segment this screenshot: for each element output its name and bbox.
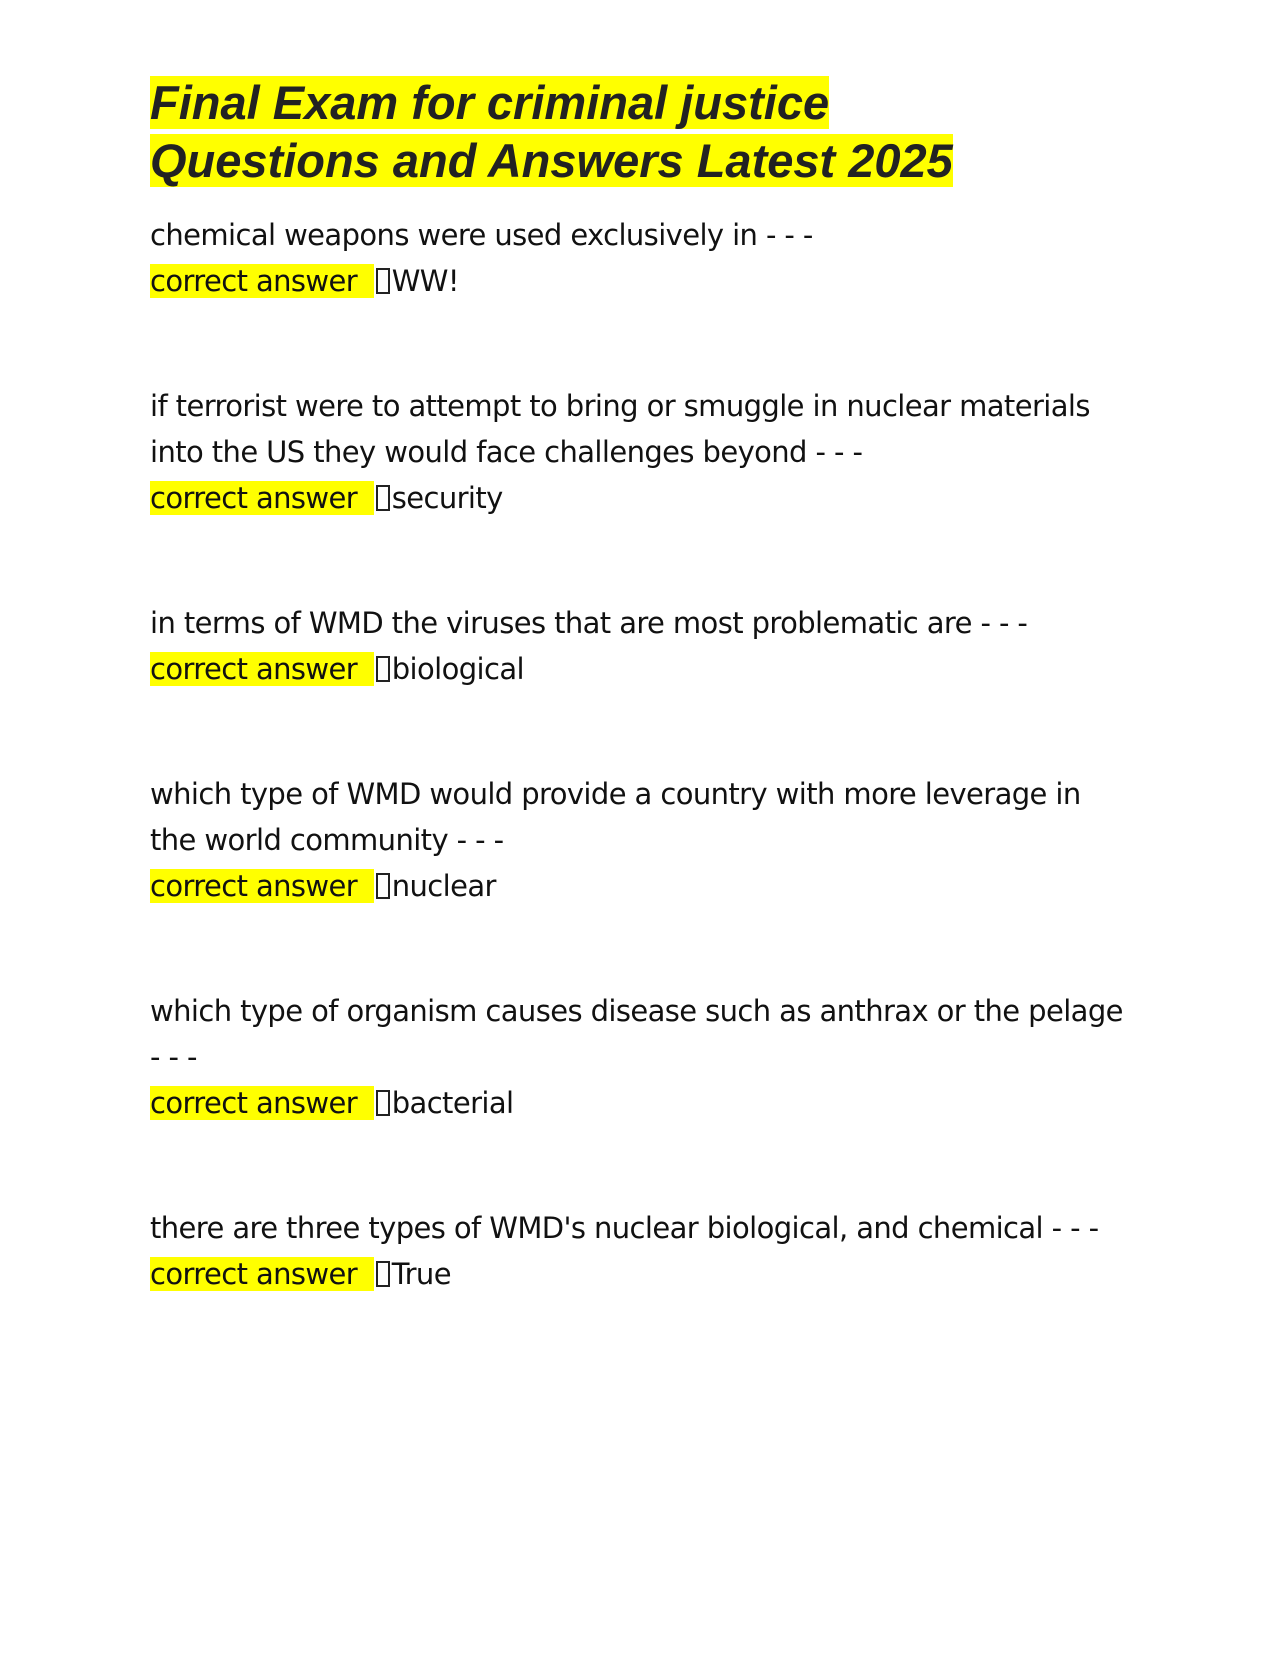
document-title	[150, 74, 1130, 190]
qa-item	[150, 771, 1130, 909]
missing-glyph-box-icon	[376, 656, 390, 682]
qa-item	[150, 988, 1130, 1126]
answer-text: True	[391, 1257, 451, 1291]
answer-text: security	[391, 481, 503, 515]
answer-text: WW!	[391, 264, 459, 298]
qa-item	[150, 212, 1130, 304]
title-line-2: Questions and Answers Latest 2025	[150, 134, 953, 187]
question-text: there are three types of WMD's nuclear biological, and chemical - - -	[150, 1211, 1099, 1245]
answer-line	[150, 258, 1130, 304]
missing-glyph-box-icon	[376, 485, 390, 511]
answer-label: correct answer	[150, 652, 374, 686]
answer-line	[150, 646, 1130, 692]
answer-label: correct answer	[150, 264, 374, 298]
qa-item	[150, 383, 1130, 521]
answer-line	[150, 1251, 1130, 1297]
answer-text: nuclear	[391, 869, 496, 903]
answer-line	[150, 475, 1130, 521]
document-page	[150, 74, 1130, 1376]
answer-label: correct answer	[150, 1257, 374, 1291]
question-answer-list	[150, 212, 1130, 1297]
question-text: in terms of WMD the viruses that are most problematic are - - -	[150, 606, 1028, 640]
missing-glyph-box-icon	[376, 268, 390, 294]
answer-label: correct answer	[150, 481, 374, 515]
answer-line	[150, 863, 1130, 909]
answer-line	[150, 1080, 1130, 1126]
missing-glyph-box-icon	[376, 1261, 390, 1287]
answer-text: bacterial	[391, 1086, 514, 1120]
question-text: if terrorist were to attempt to bring or smuggle in nuclear materials into the US they would face challenges beyond - - -	[150, 389, 1090, 469]
qa-item	[150, 600, 1130, 692]
answer-text: biological	[391, 652, 524, 686]
answer-label: correct answer	[150, 869, 374, 903]
missing-glyph-box-icon	[376, 1090, 390, 1116]
title-line-1: Final Exam for criminal justice	[150, 76, 830, 129]
answer-label: correct answer	[150, 1086, 374, 1120]
qa-item	[150, 1205, 1130, 1297]
question-text: chemical weapons were used exclusively in - - -	[150, 218, 813, 252]
question-text: which type of WMD would provide a country with more leverage in the world community - - -	[150, 777, 1081, 857]
missing-glyph-box-icon	[376, 873, 390, 899]
question-text: which type of organism causes disease such as anthrax or the pelage - - -	[150, 994, 1123, 1074]
